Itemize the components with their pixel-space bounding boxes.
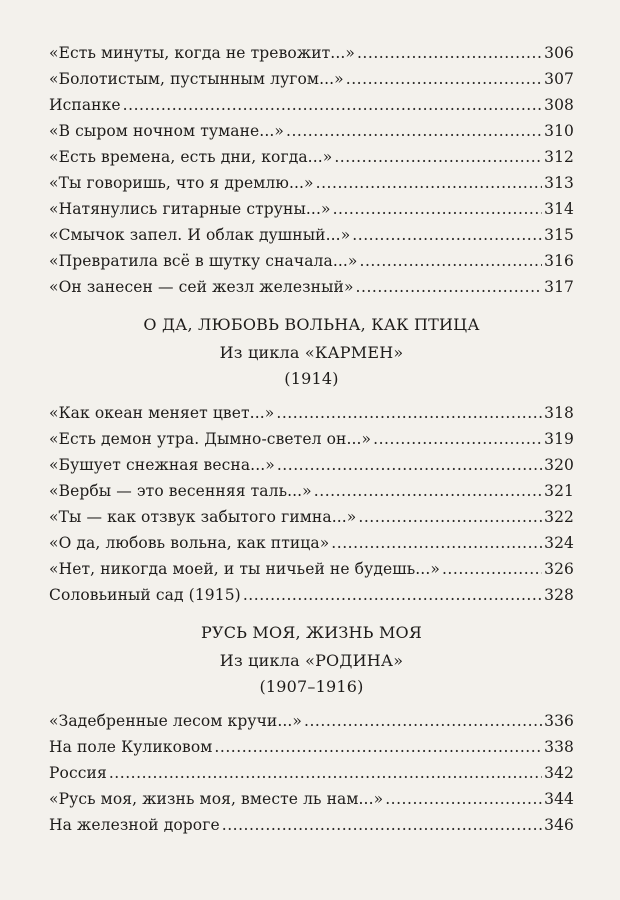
dot-leader — [356, 274, 543, 300]
entry-title: Россия — [49, 764, 107, 782]
toc-entry[interactable] — [49, 170, 574, 196]
entry-page: 318 — [544, 404, 574, 422]
dot-leader — [385, 786, 542, 812]
entry-title: «Нет, никогда моей, и ты ничьей не будешь...» — [49, 560, 440, 578]
toc-group-3 — [49, 620, 574, 838]
toc-entry[interactable] — [49, 478, 574, 504]
toc-entry[interactable] — [49, 40, 574, 66]
entry-title: Соловьиный сад (1915) — [49, 586, 241, 604]
section-years: (1914) — [284, 369, 339, 388]
dot-leader — [214, 734, 542, 760]
entry-page: 310 — [544, 122, 574, 140]
toc-entry[interactable] — [49, 530, 574, 556]
entry-title: Испанке — [49, 96, 121, 114]
entry-page: 317 — [544, 278, 574, 296]
entry-title: «Ты — как отзвук забытого гимна...» — [49, 508, 357, 526]
section-cycle: Из цикла «РОДИНА» — [219, 651, 404, 670]
toc-entry[interactable] — [49, 708, 574, 734]
section-cycle: Из цикла «КАРМЕН» — [219, 343, 404, 362]
entry-title: «Есть времена, есть дни, когда...» — [49, 148, 333, 166]
toc-group-2 — [49, 312, 574, 608]
entry-page: 344 — [544, 790, 574, 808]
entry-title: «Смычок запел. И облак душный...» — [49, 226, 351, 244]
dot-leader — [316, 170, 542, 196]
entry-title: На железной дороге — [49, 816, 220, 834]
entry-title: «Натянулись гитарные струны...» — [49, 200, 331, 218]
dot-leader — [352, 222, 542, 248]
toc-entry[interactable] — [49, 786, 574, 812]
toc-entry[interactable] — [49, 812, 574, 838]
toc-entry[interactable] — [49, 734, 574, 760]
entry-title: «Есть демон утра. Дымно-светел он...» — [49, 430, 372, 448]
dot-leader — [360, 248, 543, 274]
entry-title: «Вербы — это весенняя таль...» — [49, 482, 312, 500]
entry-page: 321 — [544, 482, 574, 500]
dot-leader — [358, 504, 542, 530]
entry-page: 307 — [544, 70, 574, 88]
entry-page: 324 — [544, 534, 574, 552]
entry-page: 328 — [544, 586, 574, 604]
dot-leader — [304, 708, 542, 734]
toc-group-1 — [49, 40, 574, 300]
entry-title: «Ты говоришь, что я дремлю...» — [49, 174, 314, 192]
section-heading: О ДА, ЛЮБОВЬ ВОЛЬНА, КАК ПТИЦА — [143, 315, 480, 334]
entry-page: 312 — [544, 148, 574, 166]
dot-leader — [314, 478, 542, 504]
dot-leader — [286, 118, 542, 144]
entry-page: 346 — [544, 816, 574, 834]
entry-title: «В сыром ночном тумане...» — [49, 122, 284, 140]
toc-entry[interactable] — [49, 196, 574, 222]
entry-title: «Русь моя, жизнь моя, вместе ль нам...» — [49, 790, 384, 808]
dot-leader — [276, 400, 542, 426]
dot-leader — [346, 66, 542, 92]
toc-entry[interactable] — [49, 452, 574, 478]
dot-leader — [222, 812, 542, 838]
entry-title: «Превратила всё в шутку сначала...» — [49, 252, 358, 270]
dot-leader — [357, 40, 542, 66]
dot-leader — [333, 196, 543, 222]
dot-leader — [109, 760, 542, 786]
entry-page: 319 — [544, 430, 574, 448]
entry-title: «О да, любовь вольна, как птица» — [49, 534, 330, 552]
dot-leader — [243, 582, 542, 608]
toc-entry[interactable] — [49, 274, 574, 300]
entry-page: 322 — [544, 508, 574, 526]
toc-entry[interactable] — [49, 66, 574, 92]
entry-page: 342 — [544, 764, 574, 782]
toc-entry[interactable] — [49, 556, 574, 582]
dot-leader — [373, 426, 542, 452]
toc-entry[interactable] — [49, 92, 574, 118]
dot-leader — [123, 92, 542, 118]
toc-entry[interactable] — [49, 222, 574, 248]
entry-page: 320 — [544, 456, 574, 474]
toc-entry[interactable] — [49, 760, 574, 786]
dot-leader — [277, 452, 542, 478]
entry-title: «Как океан меняет цвет...» — [49, 404, 275, 422]
entry-page: 326 — [544, 560, 574, 578]
entry-page: 338 — [544, 738, 574, 756]
entry-title: «Задебренные лесом кручи...» — [49, 712, 303, 730]
entry-page: 316 — [544, 252, 574, 270]
entry-page: 313 — [544, 174, 574, 192]
section-heading: РУСЬ МОЯ, ЖИЗНЬ МОЯ — [201, 623, 422, 642]
entry-title: «Он занесен — сей жезл железный» — [49, 278, 354, 296]
entry-title: «Бушует снежная весна...» — [49, 456, 275, 474]
entry-page: 315 — [544, 226, 574, 244]
toc-entry[interactable] — [49, 504, 574, 530]
entry-title: «Есть минуты, когда не тревожит...» — [49, 44, 355, 62]
dot-leader — [331, 530, 542, 556]
entry-page: 336 — [544, 712, 574, 730]
toc-entry[interactable] — [49, 144, 574, 170]
dot-leader — [334, 144, 542, 170]
entry-title: На поле Куликовом — [49, 738, 213, 756]
toc-entry[interactable] — [49, 582, 574, 608]
entry-title: «Болотистым, пустынным лугом...» — [49, 70, 344, 88]
entry-page: 308 — [544, 96, 574, 114]
toc-entry[interactable] — [49, 248, 574, 274]
toc-entry[interactable] — [49, 118, 574, 144]
entry-page: 306 — [544, 44, 574, 62]
entry-page: 314 — [544, 200, 574, 218]
toc-entry[interactable] — [49, 426, 574, 452]
toc-entry[interactable] — [49, 400, 574, 426]
section-years: (1907–1916) — [259, 677, 364, 696]
dot-leader — [442, 556, 542, 582]
